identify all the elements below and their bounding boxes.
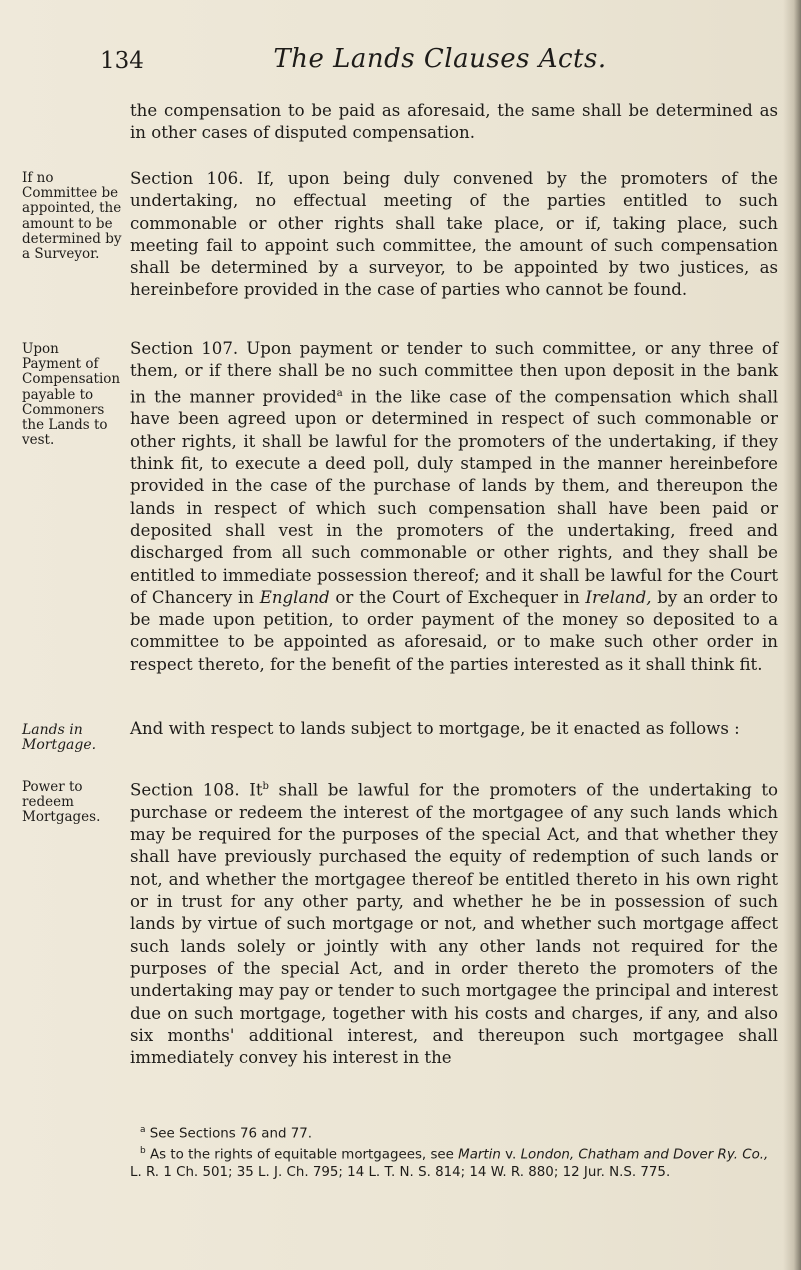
margin-note-section-107: Upon Payment of Compensation payable to Commoners the Lands to vest.	[22, 341, 121, 449]
running-title: The Lands Clauses Acts.	[273, 44, 607, 74]
paragraph-section-108: Section 108. It$^b$ shall be lawful for the promoters of the undertaking to purchase or redeem the interest of the mortgagee of any such lands which may be required for the purposes of the special Act, and that whether they shall have previously purchased the equity of redemption of such lands or not, and whether the mortgagee thereof be entitled thereto in his own right or in trust for any other party, and whether he be in possession of such lands by virtue of such mortgage or not, and whether such mortgage affect such lands solely or jointly with any other lands not required for the purposes of the special Act, and in order thereto the promoters of the undertaking may pay or tender to such mortgagee the principal and interest due on such mortgage, together with his costs and charges, if any, and also six months' additional interest, and thereupon such mortgagee shall immediately convey his interest in the	[130, 780, 778, 1068]
footnote-ref-b: b	[262, 781, 269, 792]
footnote-ref-a: a	[336, 387, 343, 399]
paragraph-lands-in-mortgage: And with respect to lands subject to mortgage, be it enacted as follows :	[130, 719, 740, 738]
margin-note-lands-in-mortgage: Lands in Mortgage.	[22, 722, 97, 754]
footnote-a: $^a$ See Sections 76 and 77.	[140, 1125, 313, 1142]
paragraph-section-107: Section 107. Upon payment or tender to such committee, or any three of them, or if there shall be no such committee then upon deposit in the bank in the manner provided$^a$ in the like case of the compensation which shall have been agreed upon or determined in respect of such commonable or other rights, it shall be lawful for the promoters of the undertaking, if they think fit, to execute a deed poll, duly stamped in the manner hereinbefore provided in the case of the purchase of lands by them, and thereupon the lands in respect of which such compensation shall have been paid or deposited shall vest in the promoters of the undertaking, freed and discharged from all such commonable or other rights, and they shall be entitled to immediate possession thereof; and it shall be lawful for the Court of Chancery in England or the Court of Exchequer in Ireland, by an order to be made upon petition, to order payment of the money so deposited to a committee to be appointed as aforesaid, or to make such other order in respect thereto, for the benefit of the parties interested as it shall think fit.	[130, 339, 779, 674]
page-header	[100, 44, 780, 84]
footnote-b: $^b$ As to the rights of equitable mortgagees, see Martin v. London, Chatham and Dover Ry. Co., L. R. 1 Ch. 501; 35 L. J. Ch. 795; 14 L. T. N. S. 814; 14 W. R. 880; 12 Jur. N.S. 775.	[130, 1145, 769, 1180]
margin-note-section-108: Power to redeem Mortgages.	[22, 779, 101, 826]
page-edge-shadow	[783, 0, 801, 1270]
paragraph-section-106: Section 106. If, upon being duly convened by the promoters of the undertaking, no effectual meeting of the parties entitled to such commonable or other rights shall take place, or if, taking place, such meeting fail to appoint such committee, the amount of such compensation shall be determined by a surveyor, to be appointed by two justices, as hereinbefore provided in the case of parties who cannot be found.	[130, 169, 778, 300]
margin-note-section-106: If no Committee be appointed, the amount to be determined by a Surveyor.	[22, 170, 122, 263]
page-number: 134	[100, 48, 144, 74]
footnotes	[130, 1122, 778, 1181]
paragraph-continuation: the compensation to be paid as aforesaid, the same shall be determined as in other cases of disputed compensation.	[130, 101, 778, 143]
